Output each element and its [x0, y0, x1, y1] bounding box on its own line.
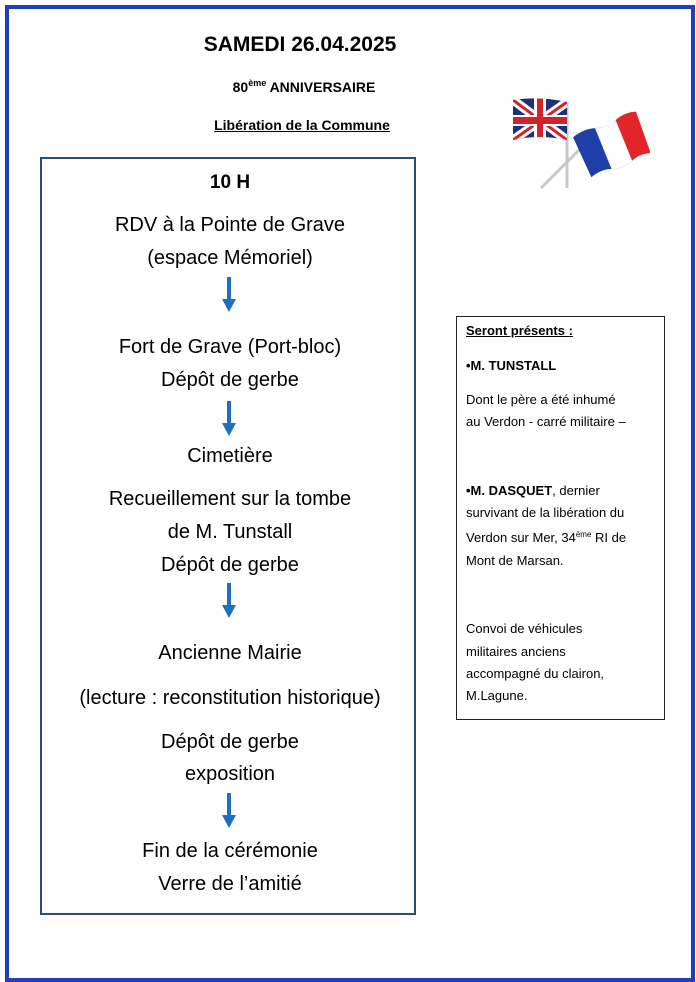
down-arrow-icon [222, 583, 236, 619]
stop-1-line-2: (espace Mémoriel) [147, 247, 313, 269]
program-time: 10 H [209, 172, 251, 193]
france-flag-icon [572, 110, 650, 180]
stop-4-line-4: exposition [184, 763, 276, 785]
attendee-dasquet: •M. DASQUET [466, 483, 553, 498]
program-box [40, 157, 416, 915]
stop-5-line-1: Fin de la cérémonie [142, 840, 318, 862]
anniversary-number: 80 [232, 79, 249, 95]
stop-3-line-2: Recueillement sur la tombe [108, 488, 352, 510]
anniversary-suffix: ème [248, 78, 267, 88]
anniversary-word: ANNIVERSAIRE [266, 79, 376, 95]
down-arrow-icon [222, 793, 236, 829]
dasquet-line-1 [466, 483, 600, 499]
stop-2-line-2: Dépôt de gerbe [161, 369, 299, 391]
dasquet-desc-2: survivant de la libération du [466, 505, 625, 520]
convoy-line-3: accompagné du clairon, [466, 666, 605, 681]
attendees-box [456, 316, 665, 720]
anniversary-title [0, 78, 652, 95]
stop-3-line-4: Dépôt de gerbe [161, 554, 299, 576]
down-arrow-icon [222, 401, 236, 437]
stop-4-line-3: Dépôt de gerbe [161, 731, 299, 753]
stop-1-line-1: RDV à la Pointe de Grave [114, 214, 346, 236]
stop-5-line-2: Verre de l’amitié [158, 873, 302, 895]
stop-2-line-1: Fort de Grave (Port-bloc) [118, 336, 342, 358]
event-subtitle: Libération de la Commune [214, 117, 390, 133]
stop-3-line-3: de M. Tunstall [167, 521, 293, 543]
convoy-line-2: militaires anciens [466, 644, 566, 659]
dasquet-desc-1: , dernier [552, 483, 600, 498]
dasquet-line-3 [466, 527, 626, 546]
convoy-line-4: M.Lagune. [466, 688, 528, 703]
tunstall-desc-1: Dont le père a été inhumé [466, 392, 616, 407]
attendees-heading: Seront présents : [466, 323, 573, 338]
tunstall-desc-2: au Verdon - carré militaire – [466, 414, 626, 429]
down-arrow-icon [222, 277, 236, 313]
dasquet-desc-3-pre: Verdon sur Mer, 34 [466, 530, 576, 545]
dasquet-desc-3-post: RI de [591, 530, 627, 545]
united-kingdom-flag-icon [505, 96, 575, 146]
stop-3-line-1: Cimetière [187, 445, 273, 467]
flags-icon [505, 96, 650, 192]
stop-4-line-2: (lecture : reconstitution historique) [79, 687, 381, 709]
dasquet-desc-3-sup: ème [575, 530, 592, 539]
dasquet-desc-4: Mont de Marsan. [466, 553, 564, 568]
convoy-line-1: Convoi de véhicules [466, 621, 583, 636]
attendee-tunstall: •M. TUNSTALL [466, 358, 557, 373]
event-date: SAMEDI 26.04.2025 [203, 33, 397, 56]
stop-4-line-1: Ancienne Mairie [158, 642, 302, 664]
